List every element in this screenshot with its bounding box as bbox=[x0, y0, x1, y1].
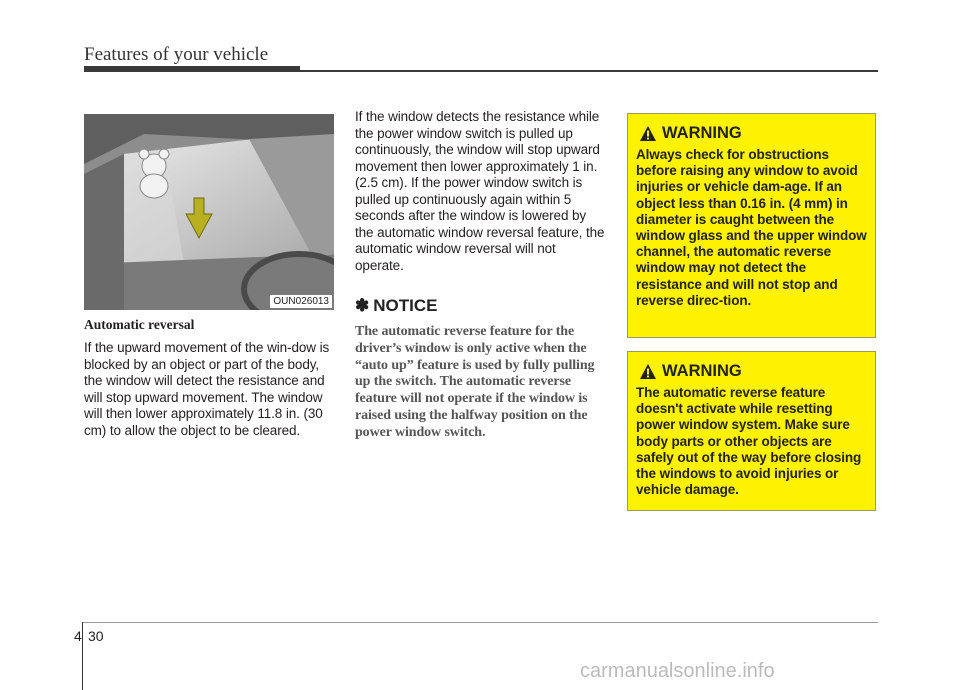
figure-code-label: OUN026013 bbox=[270, 295, 332, 308]
chapter-number: 4 bbox=[74, 628, 82, 644]
window-photo-svg bbox=[84, 114, 334, 310]
reversal-detail-text: If the window detects the resistance while the power window switch is pulled up continuously, the window will stop upward movement then lower approximately 1 in. (2.5 cm). If the power window switch is pulled up continuously again within 5 seconds after the window is lowered by the automatic window reversal feature, the automatic window reversal will not operate. bbox=[355, 109, 605, 273]
car-window-illustration bbox=[84, 114, 334, 310]
page-number: 30 bbox=[88, 628, 104, 644]
warning-box-1 bbox=[627, 113, 876, 338]
warning-heading-2 bbox=[640, 362, 867, 381]
page-header-title: Features of your vehicle bbox=[84, 44, 269, 65]
warning-title-1: WARNING bbox=[662, 124, 742, 142]
warning-triangle-icon bbox=[640, 126, 656, 141]
footer-separator bbox=[82, 622, 83, 690]
warning-triangle-icon bbox=[640, 364, 656, 379]
automatic-reversal-heading: Automatic reversal bbox=[84, 317, 195, 332]
footer-rule bbox=[82, 622, 878, 623]
warning-box-2 bbox=[627, 351, 876, 511]
header-rule-thick bbox=[84, 66, 300, 72]
warning-text-1: Always check for obstructions before raising any window to avoid injuries or vehicle dam-age. If an object less than 0.16 in. (4 mm) in diameter is caught between the window glass and the upper window channel, the automatic reverse window may not detect the resistance and will not stop and reverse direc-tion. bbox=[636, 147, 867, 308]
automatic-reversal-text: If the upward movement of the win-dow is blocked by an object or part of the body, the window will detect the resistance and will stop upward movement. The window will then lower approximately 11.8 in. (30 cm) to allow the object to be cleared. bbox=[84, 340, 330, 438]
site-watermark[interactable]: carmanualsonline.info bbox=[580, 660, 775, 682]
notice-heading bbox=[355, 296, 605, 316]
header-rule-thin bbox=[300, 70, 878, 72]
warning-text-2: The automatic reverse feature doesn't activate while resetting power window system. Make sure body parts or other objects are safely out of the way before closing the windows to avoid injuries or vehicle damage. bbox=[636, 385, 862, 498]
notice-text: The automatic reverse feature for the driver’s window is only active when the “auto up” feature is used by fully pulling up the switch. The automatic reverse feature will not operate if the window is raised using the halfway position on the power window switch. bbox=[355, 324, 595, 440]
warning-title-2: WARNING bbox=[662, 362, 742, 380]
column-left bbox=[84, 317, 334, 439]
asterisk-icon: ✽ bbox=[355, 296, 370, 315]
column-middle bbox=[355, 109, 605, 442]
notice-title-text: NOTICE bbox=[373, 296, 438, 315]
warning-heading-1 bbox=[640, 124, 867, 143]
